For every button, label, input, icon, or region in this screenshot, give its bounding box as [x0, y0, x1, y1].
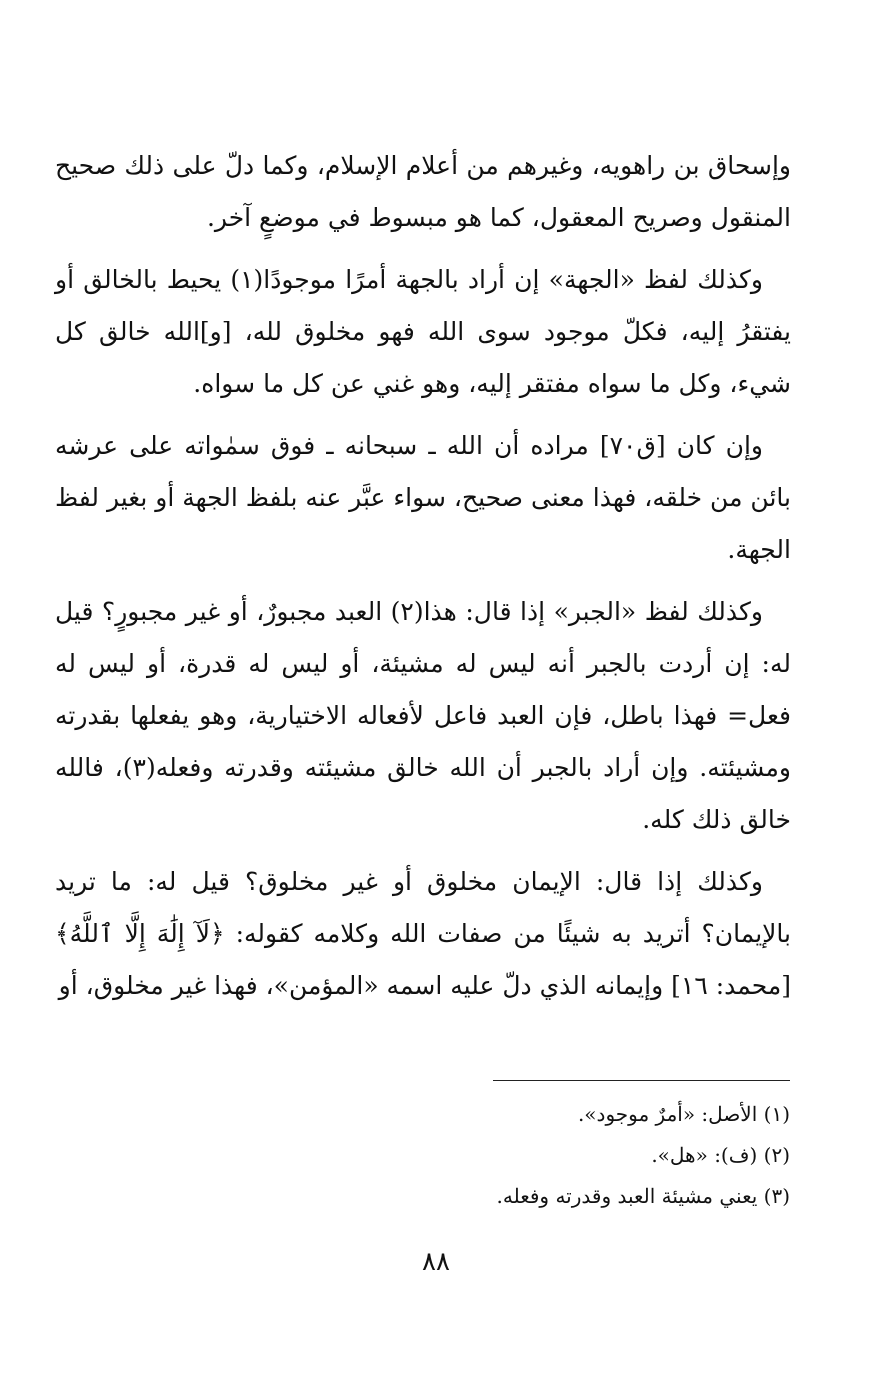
paragraph-2: وكذلك لفظ «الجهة» إن أراد بالجهة أمرًا موجودًا(١) يحيط بالخالق أو يفتقرُ إليه، فكلّ موجود سوى الله فهو مخلوق لله، [و]الله خالق كل شيء، وكل ما سواه مفتقر إليه، وهو غني عن كل ما سواه.: [55, 265, 791, 398]
footnotes: [200, 1094, 790, 1217]
footnote-2: (٢) (ف): «هل».: [651, 1143, 790, 1167]
page-number: ٨٨: [422, 1247, 450, 1277]
footnote-separator: [493, 1080, 790, 1081]
paragraph-3: وإن كان [ق٧٠] مراده أن الله ـ سبحانه ـ فوق سمٰواته على عرشه بائن من خلقه، فهذا معنى صحيح، سواء عبَّر عنه بلفظ الجهة أو بغير لفظ الجهة.: [55, 431, 791, 564]
paragraph-4: وكذلك لفظ «الجبر» إذا قال: هذا(٢) العبد مجبورٌ، أو غير مجبورٍ؟ قيل له: إن أردت بالجبر أنه ليس له مشيئة، أو ليس له قدرة، أو ليس له فعل= فهذا باطل، فإن العبد فاعل لأفعاله الاختيارية، وهو يفعلها بقدرته ومشيئته. وإن أراد بالجبر أن الله خالق مشيئته وقدرته وفعله(٣)، فالله خالق ذلك كله.: [55, 597, 791, 834]
paragraph-5: وكذلك إذا قال: الإيمان مخلوق أو غير مخلوق؟ قيل له: ما تريد بالإيمان؟ أتريد به شيئًا من صفات الله وكلامه كقوله: ﴿لَآ إِلَٰهَ إِلَّا ٱللَّهُ﴾ [محمد: ١٦] وإيمانه الذي دلّ عليه اسمه «المؤمن»، فهذا غير مخلوق، أو: [55, 867, 791, 1000]
footnote-3: (٣) يعني مشيئة العبد وقدرته وفعله.: [496, 1184, 790, 1208]
main-text: [55, 140, 791, 1022]
paragraph-1: وإسحاق بن راهويه، وغيرهم من أعلام الإسلام، وكما دلّ على ذلك صحيح المنقول وصريح المعقول، كما هو مبسوط في موضعٍ آخر.: [55, 151, 791, 232]
footnote-1: (١) الأصل: «أمرٌ موجود».: [577, 1102, 790, 1126]
